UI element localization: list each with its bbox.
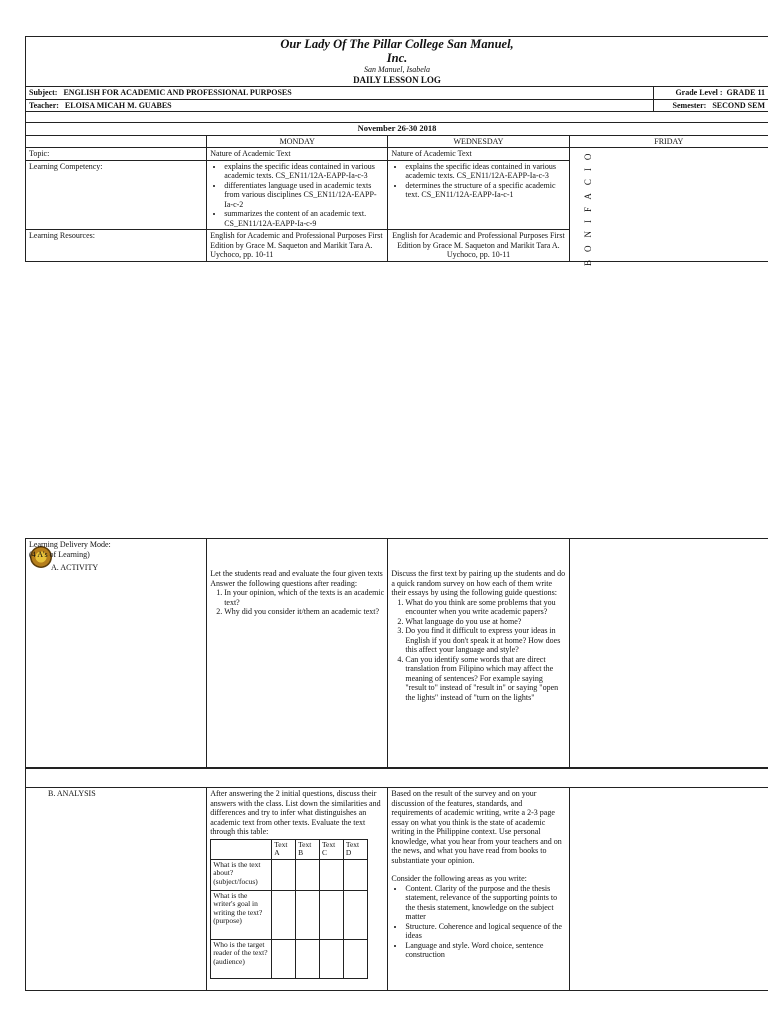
evaluation-cell — [296, 890, 320, 939]
section-spacer — [26, 768, 768, 788]
evaluation-cell — [296, 859, 320, 890]
lesson-log-page-1 — [25, 36, 768, 266]
list-item: • Content. Clarity of the purpose and the thesis statement, relevance of the supporting points to the thesis statement, knowledge on the subject matter — [405, 884, 565, 922]
evaluation-header-blank — [211, 839, 272, 859]
evaluation-cell — [343, 939, 367, 978]
delivery-table — [25, 538, 768, 991]
semester-label: Semester: — [672, 100, 707, 110]
evaluation-header-text-c: Text C — [320, 839, 344, 859]
analysis-label: B. ANALYSIS — [26, 788, 207, 991]
list-item: 3. Do you find it difficult to express your ideas in English if you don't speak it at home? How does this affect your language and style? — [405, 626, 565, 655]
list-item: 1. What do you think are some problems that you encounter when you write academic papers? — [405, 598, 565, 617]
activity-friday — [569, 539, 768, 769]
evaluation-row-label: Who is the target reader of the text? (audience) — [211, 939, 272, 978]
activity-monday-questions — [210, 588, 384, 617]
list-item: • Structure. Coherence and logical sequence of the ideas — [405, 922, 565, 941]
competency-monday-list — [210, 162, 384, 229]
list-item: • determines the structure of a specific academic text. CS_EN11/12A-EAPP-Ia-c-1 — [405, 181, 565, 200]
teacher-label: Teacher: — [29, 100, 59, 110]
activity-wednesday-questions — [391, 598, 565, 703]
evaluation-cell — [296, 939, 320, 978]
header-table — [25, 36, 768, 123]
delivery-mode-label: Learning Delivery Mode: — [29, 540, 111, 549]
evaluation-cell — [320, 939, 344, 978]
day-header-monday: MONDAY — [207, 135, 388, 148]
evaluation-header-text-a: Text A — [272, 839, 296, 859]
analysis-wednesday-bullets — [391, 884, 565, 960]
competency-wednesday-list — [391, 162, 565, 200]
activity-label: A. ACTIVITY — [51, 563, 99, 572]
list-item: • Language and style. Word choice, sentence construction — [405, 941, 565, 960]
competency-label: Learning Competency: — [26, 160, 207, 230]
evaluation-table — [210, 839, 368, 979]
resources-monday: English for Academic and Professional Purposes First Edition by Grace M. Saqueton and Marikit Tara A. Uychoco, pp. 10-11 — [207, 230, 388, 262]
evaluation-cell — [272, 939, 296, 978]
resources-label: Learning Resources: — [26, 230, 207, 262]
grade-cell — [653, 87, 768, 100]
evaluation-cell — [343, 859, 367, 890]
analysis-monday-intro: After answering the 2 initial questions, discuss their answers with the class. List down the similarities and differences and try to infer what distinguishes an academic text from other texts. Evaluate the text through this table: — [210, 789, 381, 836]
analysis-friday — [569, 788, 768, 991]
activity-wednesday — [388, 539, 569, 769]
spacer-row — [26, 112, 768, 123]
semester-value: SECOND SEM — [712, 100, 765, 110]
grade-value: GRADE 11 — [726, 88, 765, 97]
day-header-blank — [26, 135, 207, 148]
friday-column — [569, 145, 768, 266]
analysis-wednesday — [388, 788, 569, 991]
delivery-mode-sub: (4 A's of Learning) — [29, 549, 90, 559]
analysis-wednesday-consider: Consider the following areas as you write: — [391, 874, 527, 883]
competency-monday — [207, 160, 388, 230]
activity-wednesday-intro: Discuss the first text by pairing up the students and do a quick random survey on how each of them write their essays by using the following guide questions: — [391, 569, 566, 597]
evaluation-row-label: What is the writer's goal in writing the text? (purpose) — [211, 890, 272, 939]
list-item: • explains the specific ideas contained in various academic texts. CS_EN11/12A-EAPP-Ia-c-3 — [224, 162, 384, 181]
evaluation-header-text-d: Text D — [343, 839, 367, 859]
activity-monday-question-intro: Answer the following questions after reading: — [210, 578, 358, 588]
topic-label: Topic: — [26, 148, 207, 161]
evaluation-cell — [320, 859, 344, 890]
day-header-friday: FRIDAY — [569, 135, 768, 148]
header-block — [26, 37, 768, 87]
competency-wednesday — [388, 160, 569, 230]
school-name-line1: Our Lady Of The Pillar College San Manuel, — [280, 37, 514, 51]
list-item: 2. What language do you use at home? — [405, 617, 565, 627]
analysis-wednesday-intro: Based on the result of the survey and on your discussion of the features, standards, and requirements of academic writing, write a 2-3 page essay on what you think is the state of academic writing in the Philippine context. Use personal knowledge, what you hear from your teachers and on the news, and what you have read from books to substantiate your opinion. — [391, 789, 562, 865]
school-name-line2: Inc. — [386, 51, 408, 65]
subject-value: ENGLISH FOR ACADEMIC AND PROFESSIONAL PURPOSES — [63, 88, 292, 97]
teacher-cell — [26, 99, 654, 112]
document-title: DAILY LESSON LOG — [353, 75, 441, 85]
evaluation-cell — [272, 859, 296, 890]
topic-wednesday: Nature of Academic Text — [388, 148, 569, 161]
list-item: • explains the specific ideas contained in various academic texts. CS_EN11/12A-EAPP-Ia-c-3 — [405, 162, 565, 181]
grade-label: Grade Level : — [675, 88, 723, 97]
resources-wednesday: English for Academic and Professional Purposes First Edition by Grace M. Saqueton and Marikit Tara A. Uychoco, pp. 10-11 — [388, 230, 569, 262]
schedule-table — [25, 122, 768, 266]
activity-monday-intro: Let the students read and evaluate the four given texts — [210, 569, 383, 578]
subject-cell — [26, 87, 654, 100]
week-range: November 26-30 2018 — [26, 123, 768, 136]
school-location: San Manuel, Isabela — [364, 65, 430, 74]
day-header-wednesday: WEDNESDAY — [388, 135, 569, 148]
friday-vertical-text: BONIFACIO — [582, 145, 593, 266]
lesson-log-page-2 — [25, 538, 768, 991]
teacher-value: ELOISA MICAH M. GUABES — [64, 100, 172, 110]
evaluation-cell — [320, 890, 344, 939]
list-item: • differentiates language used in academic texts from various disciplines CS_EN11/12A-EAPP-Ia-c-2 — [224, 181, 384, 210]
semester-cell — [653, 99, 768, 112]
evaluation-cell — [272, 890, 296, 939]
evaluation-row-label: What is the text about? (subject/focus) — [211, 859, 272, 890]
list-item: 1. In your opinion, which of the texts is an academic text? — [224, 588, 384, 607]
topic-monday: Nature of Academic Text — [207, 148, 388, 161]
list-item: 4. Can you identify some words that are direct translation from Filipino which may affect the meaning of sentences? For example saying "result to" instead of "result in" or saying "open the lights" instead of "turn on the lights" — [405, 655, 565, 703]
activity-monday — [207, 539, 388, 769]
list-item: 2. Why did you consider it/them an academic text? — [224, 607, 384, 617]
subject-label: Subject: — [29, 88, 58, 97]
evaluation-cell — [343, 890, 367, 939]
analysis-monday — [207, 788, 388, 991]
list-item: • summarizes the content of an academic text. CS_EN11/12A-EAPP-Ia-c-9 — [224, 209, 384, 228]
activity-label-cell — [26, 539, 207, 769]
evaluation-header-text-b: Text B — [296, 839, 320, 859]
